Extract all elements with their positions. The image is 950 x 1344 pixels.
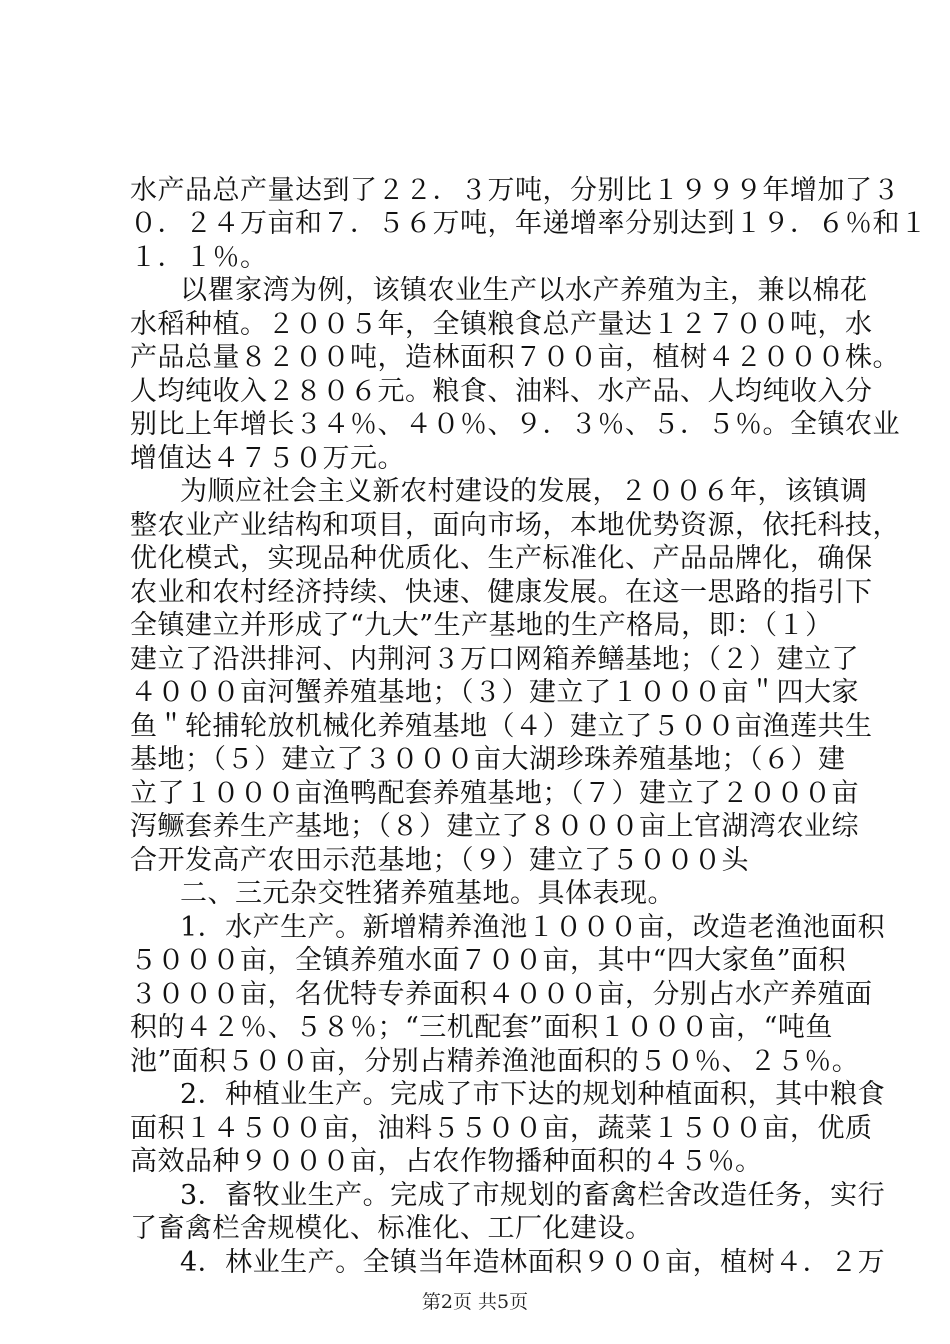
text-line: 了畜禽栏舍规模化、标准化、工厂化建设。 — [130, 1213, 653, 1244]
text-line: １．１％。 — [130, 242, 268, 273]
text-line: 基地；（５）建立了３０００亩大湖珍珠养殖基地；（６）建 — [130, 744, 846, 775]
text-line: 别比上年增长３４％、４０％、９．３％、５．５％。全镇农业 — [130, 409, 900, 440]
text-line: 泻鳜套养生产基地；（８）建立了８０００亩上官湖湾农业综 — [130, 811, 859, 842]
text-line: 立了１０００亩渔鸭配套养殖基地；（７）建立了２０００亩 — [130, 778, 859, 809]
text-line: 增值达４７５０万元。 — [130, 443, 405, 474]
text-line: 农业和农村经济持续、快速、健康发展。在这一思路的指引下 — [130, 577, 873, 608]
text-line: 产品总量８２００吨，造林面积７００亩，植树４２０００株。 — [130, 342, 900, 373]
text-line: ５０００亩，全镇养殖水面７００亩，其中“四大家鱼”面积 — [130, 945, 847, 976]
text-line: 建立了沿洪排河、内荆河３万口网箱养鳝基地；（２）建立了 — [130, 644, 859, 675]
text-line: 鱼＂轮捕轮放机械化养殖基地（４）建立了５００亩渔莲共生 — [130, 711, 873, 742]
text-line: 4．林业生产。全镇当年造林面积９００亩，植树４．２万 — [180, 1247, 886, 1278]
text-line: 1．水产生产。新增精养渔池１０００亩，改造老渔池面积 — [180, 912, 886, 943]
text-line: 2．种植业生产。完成了市下达的规划种植面积，其中粮食 — [180, 1079, 886, 1110]
text-line: 以瞿家湾为例，该镇农业生产以水产养殖为主，兼以棉花 — [180, 275, 868, 306]
text-line: 3．畜牧业生产。完成了市规划的畜禽栏舍改造任务，实行 — [180, 1180, 886, 1211]
text-line: 为顺应社会主义新农村建设的发展，２００６年，该镇调 — [180, 476, 868, 507]
text-line: 水稻种植。２００５年，全镇粮食总产量达１２７００吨，水 — [130, 309, 873, 340]
text-line: 整农业产业结构和项目，面向市场，本地优势资源，依托科技， — [130, 510, 900, 541]
text-line: 水产品总产量达到了２２．３万吨，分别比１９９９年增加了３ — [130, 175, 900, 206]
section-heading: 二、三元杂交牲猪养殖基地。具体表现。 — [180, 878, 675, 909]
text-line: 合开发高产农田示范基地；（９）建立了５０００头 — [130, 845, 749, 876]
text-line: 高效品种９０００亩，占农作物播种面积的４５％。 — [130, 1146, 763, 1177]
text-line: 池”面积５００亩，分别占精养渔池面积的５０％、２５％。 — [130, 1046, 860, 1077]
text-line: 积的４２％、５８％；“三机配套”面积１０００亩，“吨鱼 — [130, 1012, 833, 1043]
text-line: ０．２４万亩和７．５６万吨，年递增率分别达到１９．６％和１ — [130, 208, 928, 239]
text-line: 面积１４５００亩，油料５５００亩，蔬菜１５００亩，优质 — [130, 1113, 873, 1144]
page-number: 第2页 共5页 — [421, 1291, 529, 1313]
text-line: ３０００亩，名优特专养面积４０００亩，分别占水产养殖面 — [130, 979, 873, 1010]
text-line: 优化模式，实现品种优质化、生产标准化、产品品牌化，确保 — [130, 543, 873, 574]
text-line: 人均纯收入２８０６元。粮食、油料、水产品、人均纯收入分 — [130, 376, 873, 407]
text-line: 全镇建立并形成了“九大”生产基地的生产格局，即：（１） — [130, 610, 833, 641]
text-line: ４０００亩河蟹养殖基地；（３）建立了１０００亩＂四大家 — [130, 677, 859, 708]
